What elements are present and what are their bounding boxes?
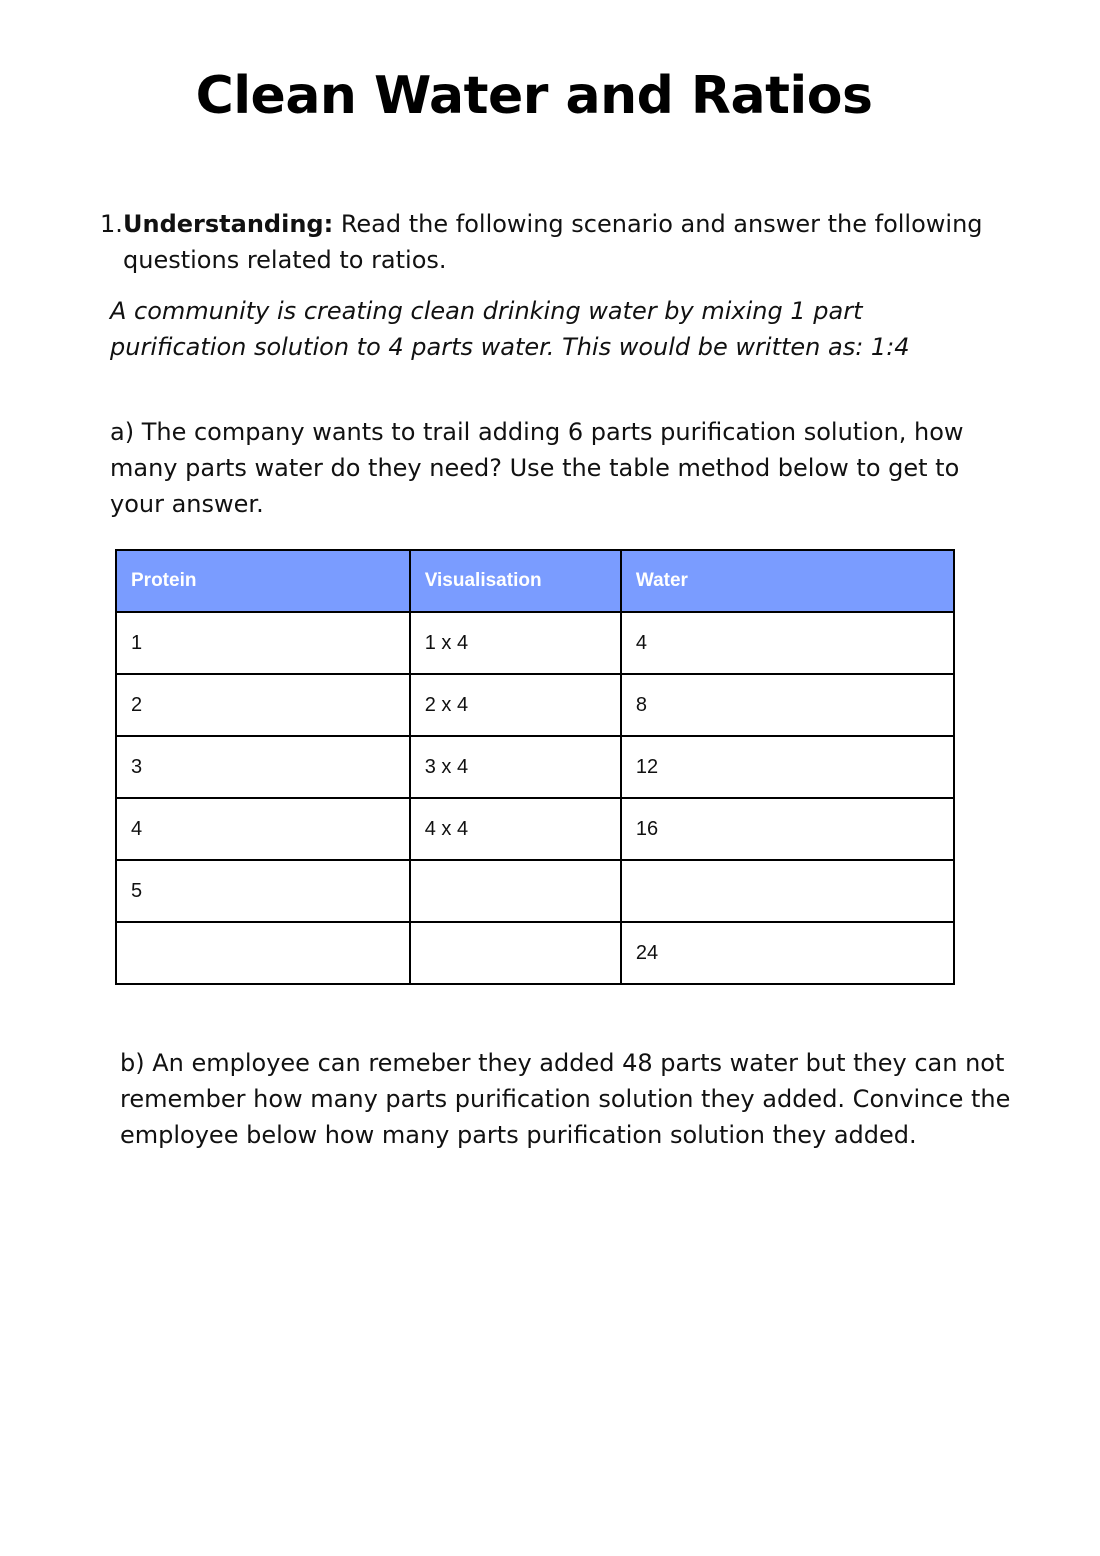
table-header-row bbox=[116, 550, 954, 612]
table-cell[interactable]: 1 x 4 bbox=[410, 612, 621, 674]
table-cell[interactable]: 16 bbox=[621, 798, 954, 860]
table-row bbox=[116, 922, 954, 984]
table-cell[interactable]: 3 bbox=[116, 736, 410, 798]
table-cell[interactable]: 1 bbox=[116, 612, 410, 674]
question-prompt bbox=[123, 206, 993, 278]
header-water: Water bbox=[621, 550, 954, 612]
table-cell[interactable]: 8 bbox=[621, 674, 954, 736]
table-cell[interactable]: 5 bbox=[116, 860, 410, 922]
table-cell[interactable]: 2 x 4 bbox=[410, 674, 621, 736]
question-number: 1. bbox=[100, 210, 123, 238]
table-cell[interactable] bbox=[116, 922, 410, 984]
table-cell[interactable] bbox=[621, 860, 954, 922]
table-row bbox=[116, 736, 954, 798]
table-cell[interactable]: 12 bbox=[621, 736, 954, 798]
table-cell[interactable]: 3 x 4 bbox=[410, 736, 621, 798]
page-title: Clean Water and Ratios bbox=[195, 66, 873, 126]
header-protein: Protein bbox=[116, 550, 410, 612]
table-cell[interactable] bbox=[410, 860, 621, 922]
table-row bbox=[116, 674, 954, 736]
table-cell[interactable]: 2 bbox=[116, 674, 410, 736]
table-cell[interactable]: 4 bbox=[621, 612, 954, 674]
scenario-text: A community is creating clean drinking water by mixing 1 part purification solution to 4 parts water. This would be written as: 1:4 bbox=[110, 297, 910, 361]
table-row bbox=[116, 798, 954, 860]
table-cell[interactable]: 4 bbox=[116, 798, 410, 860]
table-cell[interactable]: 24 bbox=[621, 922, 954, 984]
part-a-question: a) The company wants to trail adding 6 parts purification solution, how many parts water do they need? Use the table method below to get to your answer. bbox=[110, 418, 964, 518]
question-label: Understanding: bbox=[123, 210, 334, 238]
header-visualisation: Visualisation bbox=[410, 550, 621, 612]
table-row bbox=[116, 860, 954, 922]
part-b-question: b) An employee can remeber they added 48 parts water but they can not remember how many parts purification solution they added. Convince the employee below how many parts purification solution they added. bbox=[120, 1049, 1011, 1149]
table-row bbox=[116, 612, 954, 674]
question-text: Read the following scenario and answer the following questions related to ratios. bbox=[123, 210, 983, 274]
table-cell[interactable] bbox=[410, 922, 621, 984]
table-cell[interactable]: 4 x 4 bbox=[410, 798, 621, 860]
ratio-table bbox=[115, 549, 955, 985]
